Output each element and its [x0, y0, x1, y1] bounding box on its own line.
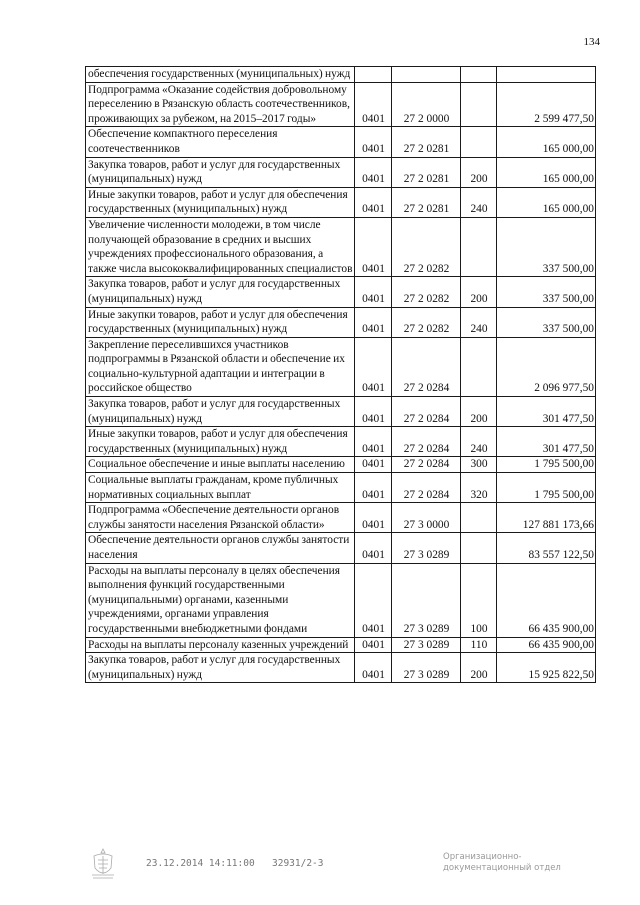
table-row: [86, 82, 596, 127]
row-target-article-cell: 27 2 0282: [392, 217, 461, 276]
row-name-cell: Подпрограмма «Оказание содействия добровольному переселению в Рязанскую область соотечественников, проживающих за рубежом, на 2015–2017 годы»: [86, 82, 355, 127]
row-expense-type-cell: 240: [461, 307, 497, 337]
footer-department-line-1: Организационно-: [443, 852, 522, 862]
budget-table-body: [86, 67, 596, 683]
row-section-cell: 0401: [355, 533, 392, 563]
footer-department-stamp: [443, 852, 563, 874]
row-amount-cell: 337 500,00: [497, 217, 596, 276]
row-name-cell: Иные закупки товаров, работ и услуг для обеспечения государственных (муниципальных) нужд: [86, 307, 355, 337]
row-expense-type-cell: 200: [461, 397, 497, 427]
row-target-article-cell: 27 3 0000: [392, 503, 461, 533]
row-amount-cell: 165 000,00: [497, 157, 596, 187]
row-section-cell: 0401: [355, 307, 392, 337]
row-expense-type-cell: [461, 337, 497, 396]
row-name-cell: Закрепление переселившихся участников подпрограммы в Рязанской области и обеспечение их социально-культурной адаптации и интеграции в российское общество: [86, 337, 355, 396]
row-amount-cell: 301 477,50: [497, 427, 596, 457]
row-target-article-cell: 27 3 0289: [392, 563, 461, 637]
row-expense-type-cell: 300: [461, 457, 497, 473]
row-section-cell: 0401: [355, 563, 392, 637]
row-name-cell: Закупка товаров, работ и услуг для государственных (муниципальных) нужд: [86, 157, 355, 187]
row-target-article-cell: 27 3 0289: [392, 637, 461, 653]
row-name-cell: обеспечения государственных (муниципальных) нужд: [86, 67, 355, 83]
row-section-cell: 0401: [355, 503, 392, 533]
row-target-article-cell: 27 2 0284: [392, 457, 461, 473]
row-expense-type-cell: [461, 503, 497, 533]
row-expense-type-cell: [461, 217, 497, 276]
table-row: [86, 277, 596, 307]
row-amount-cell: [497, 67, 596, 83]
row-section-cell: 0401: [355, 277, 392, 307]
row-section-cell: 0401: [355, 637, 392, 653]
row-section-cell: 0401: [355, 157, 392, 187]
row-section-cell: [355, 67, 392, 83]
row-name-cell: Обеспечение компактного переселения соотечественников: [86, 127, 355, 157]
table-row: [86, 637, 596, 653]
row-name-cell: Увеличение численности молодежи, в том числе получающей образование в средних и высших учреждениях профессионального образования, а также числа высококвалифицированных специалистов: [86, 217, 355, 276]
row-amount-cell: 165 000,00: [497, 127, 596, 157]
row-amount-cell: 1 795 500,00: [497, 457, 596, 473]
row-expense-type-cell: 200: [461, 653, 497, 683]
footer-department-line-2: документационный отдел: [443, 863, 561, 873]
row-name-cell: Иные закупки товаров, работ и услуг для обеспечения государственных (муниципальных) нужд: [86, 427, 355, 457]
table-row: [86, 563, 596, 637]
row-name-cell: Расходы на выплаты персоналу в целях обеспечения выполнения функций государственными (муниципальными) органами, казенными учреждениями, органами управления государственными внебюджетными фондами: [86, 563, 355, 637]
row-amount-cell: 2 096 977,50: [497, 337, 596, 396]
table-row: [86, 427, 596, 457]
row-section-cell: 0401: [355, 427, 392, 457]
row-amount-cell: 66 435 900,00: [497, 563, 596, 637]
table-row: [86, 307, 596, 337]
table-row: [86, 533, 596, 563]
row-section-cell: 0401: [355, 82, 392, 127]
coat-of-arms-icon: [90, 848, 116, 880]
row-expense-type-cell: 110: [461, 637, 497, 653]
row-target-article-cell: 27 2 0282: [392, 307, 461, 337]
row-name-cell: Социальное обеспечение и иные выплаты населению: [86, 457, 355, 473]
page-number: 134: [583, 36, 600, 48]
row-amount-cell: 15 925 822,50: [497, 653, 596, 683]
row-target-article-cell: 27 2 0281: [392, 187, 461, 217]
row-expense-type-cell: [461, 67, 497, 83]
row-section-cell: 0401: [355, 397, 392, 427]
row-section-cell: 0401: [355, 473, 392, 503]
row-expense-type-cell: 200: [461, 157, 497, 187]
row-target-article-cell: 27 2 0284: [392, 473, 461, 503]
row-name-cell: Иные закупки товаров, работ и услуг для обеспечения государственных (муниципальных) нужд: [86, 187, 355, 217]
row-target-article-cell: 27 2 0282: [392, 277, 461, 307]
row-name-cell: Подпрограмма «Обеспечение деятельности органов службы занятости населения Рязанской области»: [86, 503, 355, 533]
row-amount-cell: 337 500,00: [497, 307, 596, 337]
row-name-cell: Социальные выплаты гражданам, кроме публичных нормативных социальных выплат: [86, 473, 355, 503]
row-section-cell: 0401: [355, 187, 392, 217]
row-target-article-cell: 27 2 0284: [392, 337, 461, 396]
row-amount-cell: 2 599 477,50: [497, 82, 596, 127]
row-expense-type-cell: [461, 127, 497, 157]
row-amount-cell: 301 477,50: [497, 397, 596, 427]
row-section-cell: 0401: [355, 217, 392, 276]
table-row: [86, 473, 596, 503]
row-target-article-cell: 27 2 0281: [392, 127, 461, 157]
row-name-cell: Закупка товаров, работ и услуг для государственных (муниципальных) нужд: [86, 653, 355, 683]
row-expense-type-cell: 100: [461, 563, 497, 637]
table-row: [86, 127, 596, 157]
table-row: [86, 157, 596, 187]
row-name-cell: Закупка товаров, работ и услуг для государственных (муниципальных) нужд: [86, 397, 355, 427]
row-amount-cell: 1 795 500,00: [497, 473, 596, 503]
row-name-cell: Обеспечение деятельности органов службы занятости населения: [86, 533, 355, 563]
row-target-article-cell: 27 2 0281: [392, 157, 461, 187]
row-target-article-cell: 27 2 0284: [392, 427, 461, 457]
footer-timestamp: 23.12.2014 14:11:00: [146, 858, 255, 869]
row-expense-type-cell: 320: [461, 473, 497, 503]
table-row: [86, 397, 596, 427]
row-target-article-cell: 27 3 0289: [392, 533, 461, 563]
row-section-cell: 0401: [355, 127, 392, 157]
row-amount-cell: 337 500,00: [497, 277, 596, 307]
row-target-article-cell: 27 3 0289: [392, 653, 461, 683]
document-footer: [0, 852, 640, 892]
row-expense-type-cell: 240: [461, 187, 497, 217]
row-target-article-cell: 27 2 0284: [392, 397, 461, 427]
table-row: [86, 67, 596, 83]
row-target-article-cell: [392, 67, 461, 83]
row-section-cell: 0401: [355, 457, 392, 473]
row-expense-type-cell: 200: [461, 277, 497, 307]
table-row: [86, 653, 596, 683]
table-row: [86, 187, 596, 217]
row-expense-type-cell: 240: [461, 427, 497, 457]
footer-document-code: 32931/2-3: [272, 858, 324, 869]
row-section-cell: 0401: [355, 337, 392, 396]
budget-table: [85, 66, 596, 683]
row-amount-cell: 66 435 900,00: [497, 637, 596, 653]
table-row: [86, 337, 596, 396]
table-row: [86, 503, 596, 533]
row-name-cell: Закупка товаров, работ и услуг для государственных (муниципальных) нужд: [86, 277, 355, 307]
row-expense-type-cell: [461, 533, 497, 563]
table-row: [86, 457, 596, 473]
row-amount-cell: 165 000,00: [497, 187, 596, 217]
row-name-cell: Расходы на выплаты персоналу казенных учреждений: [86, 637, 355, 653]
row-target-article-cell: 27 2 0000: [392, 82, 461, 127]
row-expense-type-cell: [461, 82, 497, 127]
row-amount-cell: 127 881 173,66: [497, 503, 596, 533]
row-section-cell: 0401: [355, 653, 392, 683]
table-row: [86, 217, 596, 276]
row-amount-cell: 83 557 122,50: [497, 533, 596, 563]
